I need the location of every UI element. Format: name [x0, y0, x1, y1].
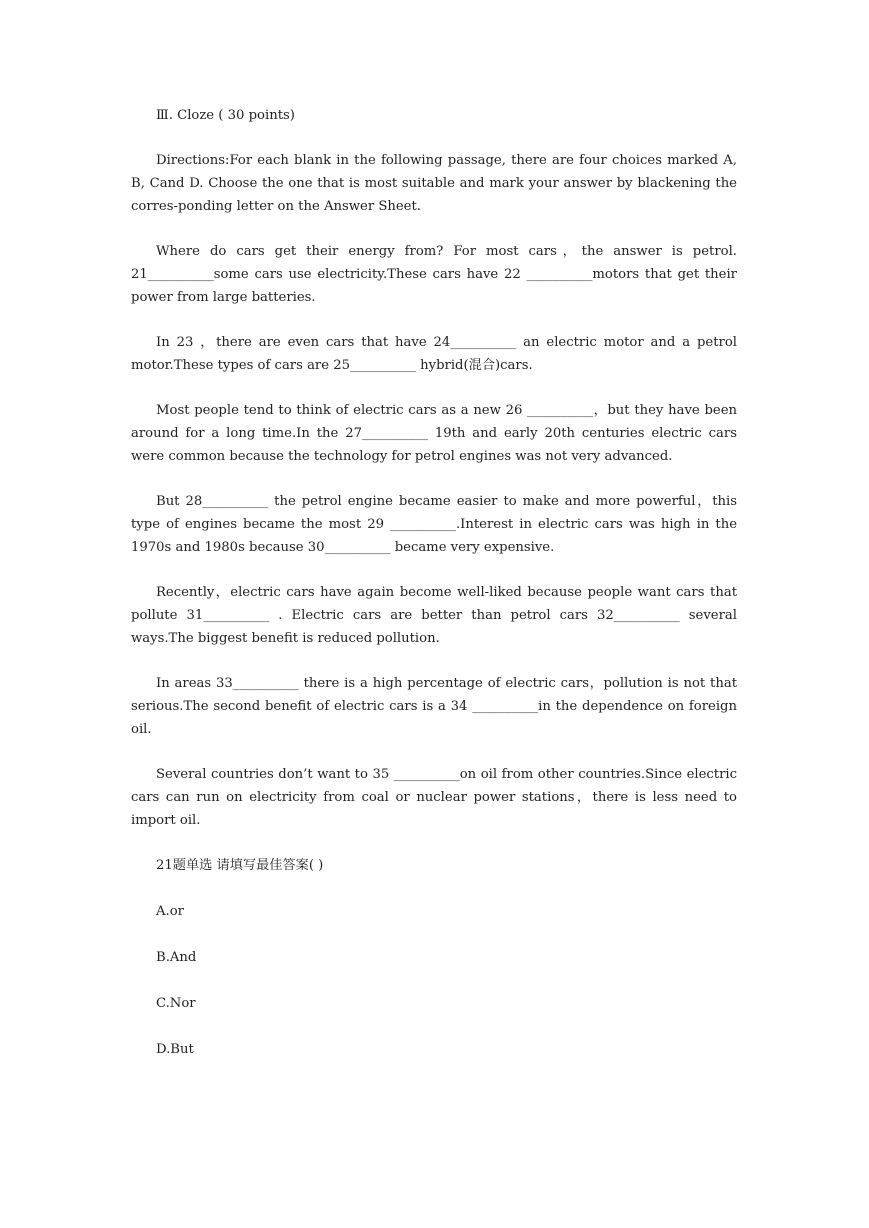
directions-paragraph: Directions:For each blank in the following passage, there are four choices marked A, B, Cand D. Choose the one that is most suitable and mark your answer by blackening the corres-ponding letter on the Answer Sheet.: [131, 153, 742, 214]
option-b[interactable]: B.And: [156, 950, 197, 965]
option-d[interactable]: D.But: [156, 1042, 194, 1057]
option-a[interactable]: A.or: [156, 904, 184, 919]
passage-paragraph: Several countries don’t want to 35 __________on oil from other countries.Since electric cars can run on electricity from coal or nuclear power stations，there is less need to import oil.: [131, 767, 742, 828]
question-prompt: 21题单选 请填写最佳答案( ): [156, 858, 324, 873]
passage-paragraph: Recently，electric cars have again become well-liked because people want cars that pollute 31__________ . Electric cars are better than petrol cars 32__________ several ways.The biggest benefit is reduced pollution.: [131, 585, 742, 646]
passage-paragraph: Most people tend to think of electric cars as a new 26 __________，but they have been around for a long time.In the 27__________ 19th and early 20th centuries electric cars were common because the technology for petrol engines was not very advanced.: [131, 403, 742, 464]
passage-paragraph: In 23 ，there are even cars that have 24__________ an electric motor and a petrol motor.These types of cars are 25__________ hybrid(混合)cars.: [131, 335, 742, 373]
passage-paragraph: Where do cars get their energy from? For most cars，the answer is petrol. 21__________some cars use electricity.These cars have 22 __________motors that get their power from large batteries.: [131, 244, 742, 305]
passage-paragraph: But 28__________ the petrol engine became easier to make and more powerful，this type of engines became the most 29 __________.Interest in electric cars was high in the 1970s and 1980s because 30__________ became very expensive.: [131, 494, 742, 555]
document-page: [131, 104, 742, 1084]
section-heading: Ⅲ. Cloze ( 30 points): [156, 108, 295, 123]
option-c[interactable]: C.Nor: [156, 996, 196, 1011]
passage-paragraph: In areas 33__________ there is a high percentage of electric cars，pollution is not that serious.The second benefit of electric cars is a 34 __________in the dependence on foreign oil.: [131, 676, 742, 737]
